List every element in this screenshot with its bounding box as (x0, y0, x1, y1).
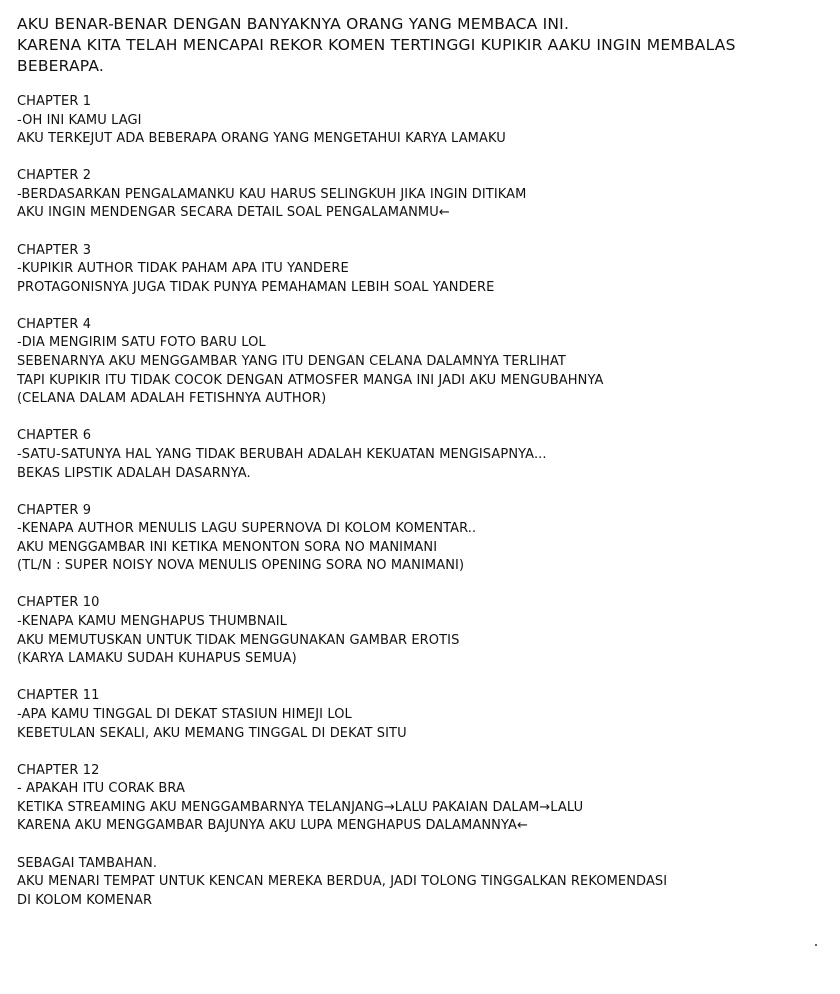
section-heading: CHAPTER 1 (17, 94, 92, 109)
section-line: - APAKAH ITU CORAK BRA (17, 781, 186, 797)
section-line: AKU TERKEJUT ADA BEBERAPA ORANG YANG MENGETAHUI KARYA LAMAKU (17, 131, 506, 147)
section-line: -KENAPA AUTHOR MENULIS LAGU SUPERNOVA DI KOLOM KOMENTAR.. (17, 521, 477, 537)
section-line: AKU INGIN MENDENGAR SECARA DETAIL SOAL PENGALAMANMU← (17, 205, 450, 221)
section-heading: CHAPTER 11 (17, 688, 100, 704)
section-heading: CHAPTER 10 (17, 595, 100, 611)
section-line: -BERDASARKAN PENGALAMANKU KAU HARUS SELINGKUH JIKA INGIN DITIKAM (17, 186, 527, 202)
chapter-2-section (17, 167, 829, 223)
section-line: -DIA MENGIRIM SATU FOTO BARU LOL (17, 335, 266, 351)
chapter-1-section (17, 93, 829, 149)
section-line: AKU MENARI TEMPAT UNTUK KENCAN MEREKA BERDUA, JADI TOLONG TINGGALKAN REKOMENDASI (17, 874, 668, 890)
translator-notes-page (17, 14, 829, 929)
section-heading: CHAPTER 9 (17, 502, 92, 518)
section-heading: CHAPTER 2 (17, 168, 92, 184)
chapter-12-section (17, 762, 829, 836)
section-line: (CELANA DALAM ADALAH FETISHNYA AUTHOR) (17, 391, 327, 407)
stray-dot-mark (815, 944, 817, 946)
section-line: BEKAS LIPSTIK ADALAH DASARNYA. (17, 465, 251, 481)
chapter-10-section (17, 594, 829, 668)
section-line: (TL/N : SUPER NOISY NOVA MENULIS OPENING SORA NO MANIMANI) (17, 558, 465, 574)
chapter-3-section (17, 242, 829, 298)
addendum-section (17, 855, 829, 911)
section-line: -KUPIKIR AUTHOR TIDAK PAHAM APA ITU YANDERE (17, 261, 349, 277)
section-line: AKU MEMUTUSKAN UNTUK TIDAK MENGGUNAKAN GAMBAR EROTIS (17, 632, 460, 648)
section-line: KEBETULAN SEKALI, AKU MEMANG TINGGAL DI DEKAT SITU (17, 725, 407, 741)
section-line: KETIKA STREAMING AKU MENGGAMBARNYA TELANJANG→LALU PAKAIAN DALAM→LALU (17, 799, 584, 815)
section-line: -KENAPA KAMU MENGHAPUS THUMBNAIL (17, 614, 288, 630)
section-line: AKU MENGGAMBAR INI KETIKA MENONTON SORA NO MANIMANI (17, 539, 438, 555)
section-line: DI KOLOM KOMENAR (17, 892, 153, 908)
section-line: KARENA AKU MENGGAMBAR BAJUNYA AKU LUPA MENGHAPUS DALAMANNYA← (17, 818, 529, 834)
section-line: -APA KAMU TINGGAL DI DEKAT STASIUN HIMEJI LOL (17, 706, 352, 722)
chapter-4-section (17, 316, 829, 409)
chapter-6-section (17, 427, 829, 483)
intro-line: AKU BENAR-BENAR DENGAN BANYAKNYA ORANG YANG MEMBACA INI. (17, 15, 570, 33)
section-line: PROTAGONISNYA JUGA TIDAK PUNYA PEMAHAMAN LEBIH SOAL YANDERE (17, 279, 495, 295)
chapter-11-section (17, 687, 829, 743)
intro-line: BEBERAPA. (17, 57, 105, 75)
section-line: SEBENARNYA AKU MENGGAMBAR YANG ITU DENGAN CELANA DALAMNYA TERLIHAT (17, 354, 566, 370)
section-heading: CHAPTER 6 (17, 428, 92, 444)
chapter-9-section (17, 502, 829, 576)
section-line: -OH INI KAMU LAGI (17, 112, 142, 128)
section-heading: SEBAGAI TAMBAHAN. (17, 855, 158, 871)
intro-line: KARENA KITA TELAH MENCAPAI REKOR KOMEN TERTINGGI KUPIKIR AAKU INGIN MEMBALAS (17, 36, 736, 54)
section-heading: CHAPTER 12 (17, 762, 100, 778)
section-line: (KARYA LAMAKU SUDAH KUHAPUS SEMUA) (17, 651, 297, 667)
intro-paragraph (17, 14, 829, 77)
section-line: TAPI KUPIKIR ITU TIDAK COCOK DENGAN ATMOSFER MANGA INI JADI AKU MENGUBAHNYA (17, 372, 604, 388)
section-heading: CHAPTER 3 (17, 242, 92, 258)
section-heading: CHAPTER 4 (17, 316, 92, 332)
section-line: -SATU-SATUNYA HAL YANG TIDAK BERUBAH ADALAH KEKUATAN MENGISAPNYA... (17, 446, 547, 462)
